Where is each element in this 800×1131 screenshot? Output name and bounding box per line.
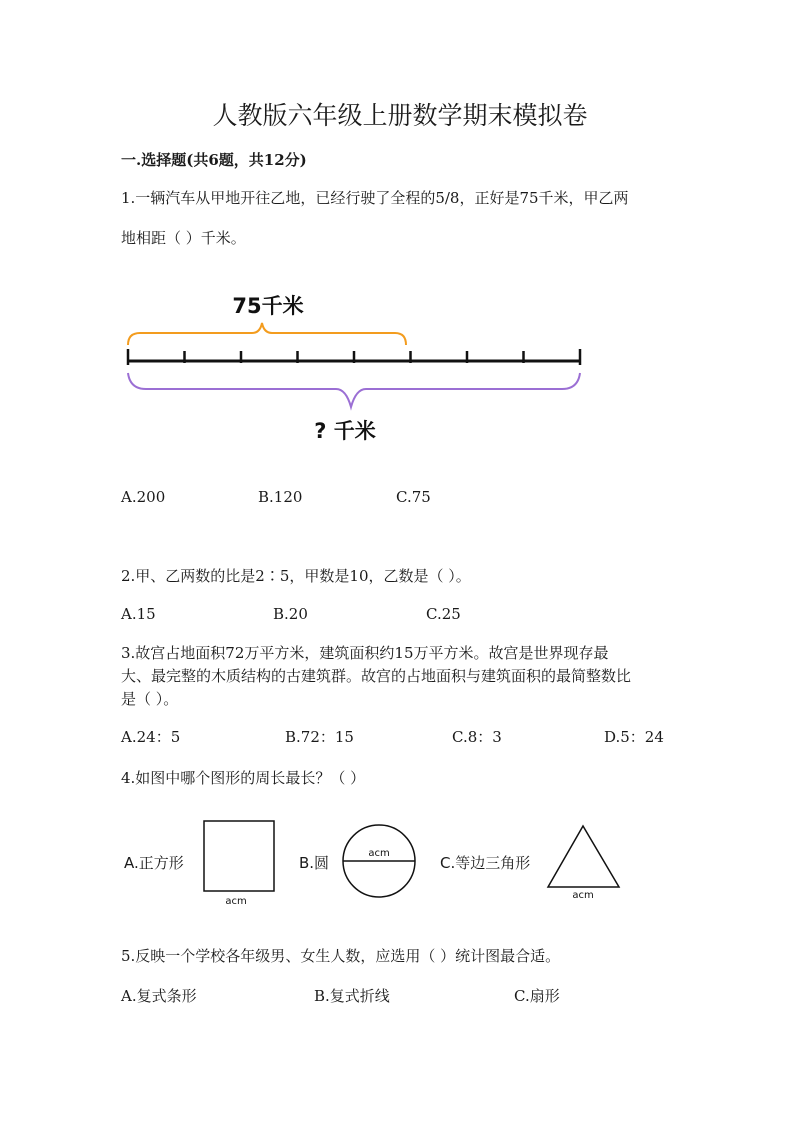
question-2-text: 2.甲、乙两数的比是2∶5，甲数是10，乙数是（ ）。 — [121, 567, 471, 585]
triangle-figure — [544, 822, 628, 902]
q5-option-b[interactable]: B.复式折线 — [314, 987, 390, 1005]
shape-b-label[interactable]: B.圆 — [299, 854, 330, 872]
q5-option-a[interactable]: A.复式条形 — [121, 987, 197, 1005]
triangle-dimension-label: acm — [572, 890, 594, 901]
q5-option-c[interactable]: C.扇形 — [514, 987, 560, 1005]
question-1-line-1: 1.一辆汽车从甲地开往乙地，已经行驶了全程的5/8，正好是75千米，甲乙两 — [121, 189, 629, 207]
square-dimension-label: acm — [225, 896, 247, 907]
purple-brace — [128, 373, 580, 407]
q3-option-a[interactable]: A.24：5 — [121, 728, 181, 746]
tick-marks — [128, 349, 580, 365]
circle-figure — [340, 822, 420, 902]
q3-option-d[interactable]: D.5：24 — [604, 728, 664, 746]
top-distance-label: 75千米 — [232, 294, 304, 318]
q3-option-b[interactable]: B.72：15 — [285, 728, 354, 746]
page-title: 人教版六年级上册数学期末模拟卷 — [212, 101, 588, 130]
question-3-line-3: 是（ ）。 — [121, 690, 179, 708]
q1-option-a[interactable]: A.200 — [121, 488, 166, 506]
q3-option-c[interactable]: C.8：3 — [452, 728, 502, 746]
section-heading: 一.选择题(共6题，共12分) — [121, 151, 307, 169]
q2-option-c[interactable]: C.25 — [426, 605, 461, 623]
orange-brace — [128, 323, 406, 345]
circle-dimension-label: acm — [368, 848, 390, 859]
q2-option-b[interactable]: B.20 — [273, 605, 308, 623]
shape-c-label[interactable]: C.等边三角形 — [440, 854, 531, 872]
question-1-line-2: 地相距（ ）千米。 — [121, 229, 246, 247]
q2-option-a[interactable]: A.15 — [121, 605, 156, 623]
question-5-text: 5.反映一个学校各年级男、女生人数，应选用（ ）统计图最合适。 — [121, 947, 561, 965]
question-4-text: 4.如图中哪个图形的周长最长？（ ） — [121, 769, 366, 787]
q1-option-c[interactable]: C.75 — [396, 488, 431, 506]
q1-option-b[interactable]: B.120 — [258, 488, 303, 506]
distance-diagram — [110, 285, 600, 450]
question-3-line-2: 大、最完整的木质结构的古建筑群。故宫的占地面积与建筑面积的最简整数比 — [121, 667, 632, 685]
shape-a-label[interactable]: A.正方形 — [124, 854, 184, 872]
question-3-line-1: 3.故宫占地面积72万平方米，建筑面积约15万平方米。故宫是世界现存最 — [121, 644, 609, 662]
square-figure — [200, 818, 280, 908]
bottom-distance-label: ? 千米 — [314, 419, 376, 443]
